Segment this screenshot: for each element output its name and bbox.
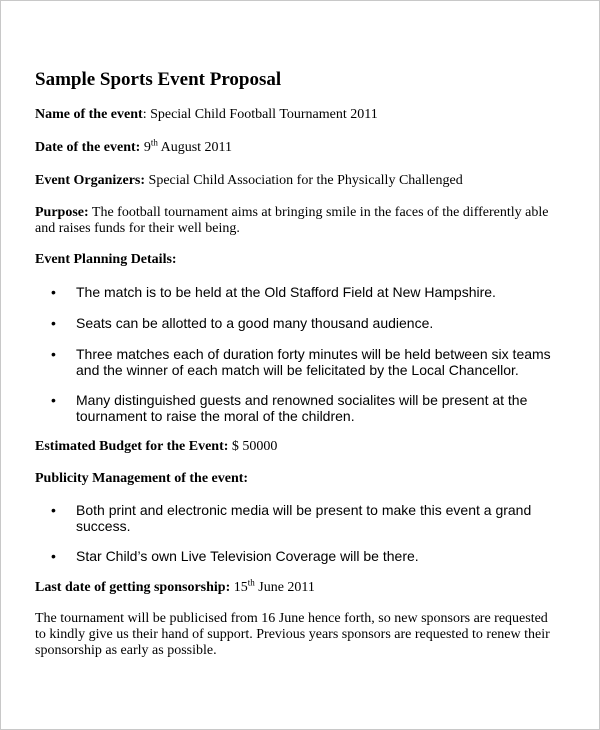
- sponsorship-rest: June 2011: [254, 580, 315, 595]
- bullet-glyph: •: [51, 346, 56, 362]
- event-organizers-line: [35, 173, 575, 189]
- bullet-glyph: •: [51, 315, 56, 331]
- purpose-paragraph: [35, 205, 570, 237]
- publicity-bullet-1: [51, 502, 571, 534]
- bullet-text: Star Child’s own Live Television Coverage will be there.: [76, 548, 419, 564]
- closing-paragraph: The tournament will be publicised from 16 June hence forth, so new sponsors are requested to kindly give us their hand of support. Previous years sponsors are requested to renew their sponsorship as early as possible.: [35, 611, 550, 658]
- bullet-glyph: •: [51, 548, 56, 564]
- event-date-day: 9: [140, 140, 151, 155]
- publicity-bullet-2: [51, 548, 571, 564]
- purpose-label: Purpose:: [35, 205, 89, 220]
- bullet-text: The match is to be held at the Old Stafford Field at New Hampshire.: [76, 284, 496, 300]
- event-name-value: : Special Child Football Tournament 2011: [142, 107, 378, 122]
- event-name-label: Name of the event: [35, 107, 143, 122]
- event-organizers-value: Special Child Association for the Physically Challenged: [145, 173, 463, 188]
- planning-bullet-3: [51, 346, 571, 378]
- bullet-text: Seats can be allotted to a good many thousand audience.: [76, 315, 434, 331]
- budget-value: $ 50000: [228, 439, 278, 454]
- planning-bullet-4: [51, 392, 571, 424]
- publicity-heading: Publicity Management of the event:: [35, 471, 249, 486]
- event-organizers-label: Event Organizers:: [35, 173, 146, 188]
- sponsorship-suffix: th: [247, 577, 255, 588]
- bullet-glyph: •: [51, 284, 56, 300]
- planning-bullet-1: [51, 284, 571, 300]
- event-date-suffix: th: [150, 137, 158, 148]
- budget-label: Estimated Budget for the Event:: [35, 439, 229, 454]
- sponsorship-line: [35, 577, 575, 596]
- purpose-value: The football tournament aims at bringing smile in the faces of the differently able and raises funds for their well being.: [35, 205, 549, 236]
- bullet-text: Three matches each of duration forty minutes will be held between six teams and the winner of each match will be felicitated by the Local Chancellor.: [76, 346, 551, 378]
- bullet-glyph: •: [51, 392, 56, 408]
- planning-heading: Event Planning Details:: [35, 252, 177, 267]
- planning-bullet-2: [51, 315, 571, 331]
- bullet-glyph: •: [51, 502, 56, 518]
- bullet-text: Many distinguished guests and renowned socialites will be present at the tournament to raise the moral of the children.: [76, 392, 528, 424]
- event-date-label: Date of the event:: [35, 140, 141, 155]
- budget-line: [35, 439, 575, 455]
- event-name-line: [35, 107, 575, 123]
- sponsorship-day: 15: [230, 580, 248, 595]
- sponsorship-label: Last date of getting sponsorship:: [35, 580, 231, 595]
- bullet-text: Both print and electronic media will be present to make this event a grand success.: [76, 502, 532, 534]
- document-title: Sample Sports Event Proposal: [35, 69, 282, 90]
- event-date-line: [35, 137, 575, 156]
- event-date-rest: August 2011: [157, 140, 233, 155]
